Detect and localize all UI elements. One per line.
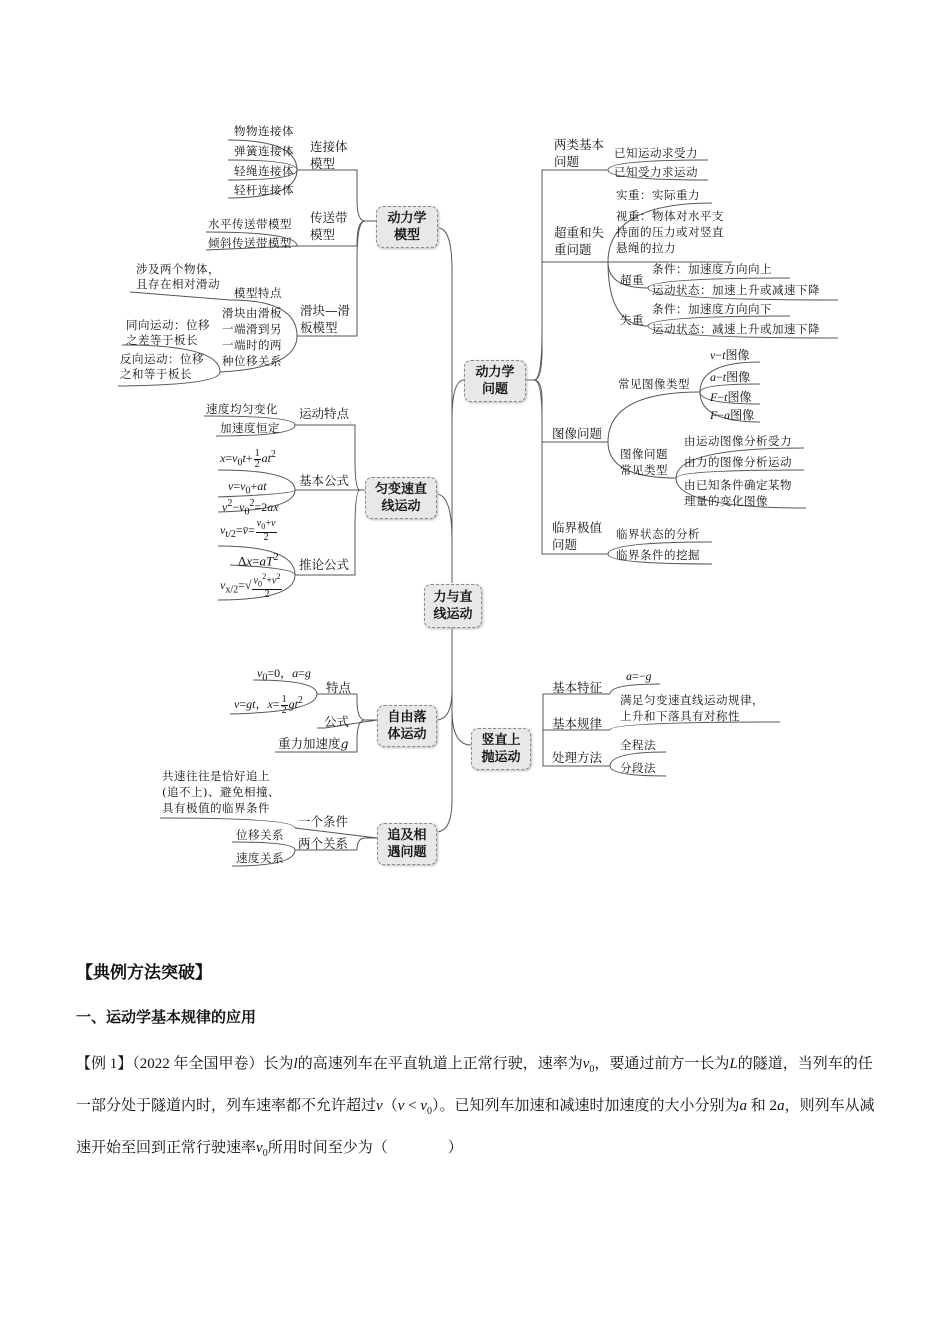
connector-item-4: 轻杆连接体: [234, 183, 294, 197]
vertical-method-1: 全程法: [620, 738, 656, 752]
slider-displacement-text: 滑块由滑板 一端滑到另 一端时的两 种位移关系: [222, 306, 282, 368]
vertical-law-text: 满足匀变速直线运动规律， 上升和下落具有对称性: [620, 693, 764, 723]
formula-velocity: $v=v_0+at$: [228, 479, 267, 497]
inference-formula-label: 推论公式: [299, 557, 350, 572]
vertical-law-label: 基本规律: [552, 716, 603, 731]
connector-label: 连接体 模型: [310, 139, 348, 171]
chase-relation-1: 位移关系: [236, 828, 284, 842]
slider-opposite-direction: 反向运动：位移 之和等于板长: [120, 352, 204, 381]
freefall-feature-formula: $v_0=0$，a=g: [257, 666, 311, 684]
freefall-formula: v=gt，x= $\frac{1}{2}$ $gt^2$: [234, 693, 303, 716]
slider-label: 滑块—滑 板模型: [300, 303, 351, 335]
slider-same-direction: 同向运动：位移 之差等于板长: [126, 318, 210, 347]
vertical-feature-formula: a=−g: [626, 669, 652, 683]
over-item-2: 运动状态：加速上升或减速下降: [652, 283, 820, 297]
belt-label: 传送带 模型: [310, 210, 348, 242]
graph-at: a−t图像: [710, 370, 751, 384]
basic-formula-label: 基本公式: [299, 473, 350, 488]
lose-label: 失重: [620, 313, 644, 327]
common-graph-label: 常见图像类型: [618, 377, 690, 391]
slider-feature-label: 模型特点: [234, 286, 282, 300]
gravity-label: 重力加速度g: [278, 736, 349, 751]
graph-problem-item-1: 由运动图像分析受力: [684, 434, 792, 448]
chase-condition-text: 共速往往是恰好追上 (追不上)、避免相撞、 具有极值的临界条件: [162, 769, 280, 815]
vertical-method-label: 处理方法: [552, 750, 603, 765]
graph-problem-types-label: 图像问题 常见类型: [620, 447, 668, 477]
dynamics-model-node: 动力学 模型: [376, 206, 438, 248]
real-weight: 实重：实际重力: [616, 188, 700, 202]
two-types-item-1: 已知运动求受力: [614, 146, 698, 160]
two-types-label: 两类基本 问题: [554, 137, 605, 169]
uniform-feature-label: 运动特点: [299, 406, 350, 421]
vertical-method-2: 分段法: [620, 761, 656, 775]
critical-label: 临界极值 问题: [552, 520, 603, 552]
slider-feature-text: 涉及两个物体， 且存在相对滑动: [136, 262, 220, 291]
freefall-formula-label: 公式: [324, 714, 350, 729]
graph-problem-label: 图像问题: [552, 426, 603, 441]
over-item-1: 条件：加速度方向向上: [652, 262, 772, 276]
graph-problem-item-2: 由力的图像分析运动: [684, 455, 792, 469]
free-fall-node: 自由落 体运动: [377, 705, 437, 747]
formula-displacement: $x=v_0t+$ $\frac{1}{2}$ $at^2$: [220, 447, 276, 470]
section-heading: 【典例方法突破】: [76, 963, 212, 983]
chase-condition-label: 一个条件: [298, 814, 349, 829]
critical-item-2: 临界条件的挖掘: [616, 548, 700, 562]
chase-relation-2: 速度关系: [236, 851, 284, 865]
uniform-motion-node: 匀变速直 线运动: [365, 477, 437, 519]
uniform-feature-1: 速度均匀变化: [206, 402, 278, 416]
chase-relation-label: 两个关系: [298, 836, 349, 851]
graph-problem-item-3: 由已知条件确定某物 理量的变化图像: [684, 478, 792, 508]
critical-item-1: 临界状态的分析: [616, 527, 700, 541]
belt-item-2: 倾斜传送带模型: [208, 236, 292, 250]
lose-item-2: 运动状态：减速上升或加速下降: [652, 322, 820, 336]
two-types-item-2: 已知受力求运动: [614, 165, 698, 179]
graph-vt: v−t图像: [710, 348, 750, 362]
formula-mid-position-velocity: $v_{x/2}=√$ $\frac{v_0^2+v^2}{2}$: [220, 572, 281, 601]
connector-item-3: 轻绳连接体: [234, 164, 294, 178]
connector-item-2: 弹簧连接体: [234, 144, 294, 158]
graph-fa: F−a图像: [710, 408, 755, 422]
formula-delta-x: $\Delta x=aT^2$: [238, 551, 279, 569]
connector-item-1: 物物连接体: [234, 124, 294, 138]
over-label: 超重: [620, 273, 644, 287]
formula-velocity-squared: $v^2-v_0^2=2ax$: [222, 498, 279, 518]
example-paragraph: 【例 1】（2022 年全国甲卷）长为l的高速列车在平直轨道上正常行驶，速率为$v_0$，要通过前方一长为L的隧道，当列车的任一部分处于隧道内时，列车速率都不允许超过$v(v < v_0)$。已知列车加速和减速时加速度的大小分别为a 和 2a，则列车从减速开始至回到正常行驶速率$v_0$所用时间至少为（ ）: [76, 1056, 875, 1159]
section-subheading: 一、运动学基本规律的应用: [76, 1008, 257, 1026]
belt-item-1: 水平传送带模型: [208, 217, 292, 231]
overweight-label: 超重和失 重问题: [554, 225, 605, 257]
center-node: 力与直 线运动: [424, 584, 482, 628]
lose-item-1: 条件：加速度方向向下: [652, 302, 772, 316]
freefall-feature-label: 特点: [326, 680, 352, 695]
dynamics-problem-node: 动力学 问题: [464, 360, 526, 402]
apparent-weight: 视重：物体对水平支 持面的压力或对竖直 悬绳的拉力: [616, 209, 724, 255]
formula-mid-time-velocity: $v_{t/2}=v̄=$ $\frac{v_0+v}{2}$: [220, 518, 276, 543]
graph-ft: F−t图像: [710, 390, 752, 404]
uniform-feature-2: 加速度恒定: [220, 421, 280, 435]
vertical-throw-node: 竖直上 抛运动: [471, 728, 531, 770]
vertical-feature-label: 基本特征: [552, 680, 603, 695]
chase-meet-node: 追及相 遇问题: [377, 823, 437, 865]
